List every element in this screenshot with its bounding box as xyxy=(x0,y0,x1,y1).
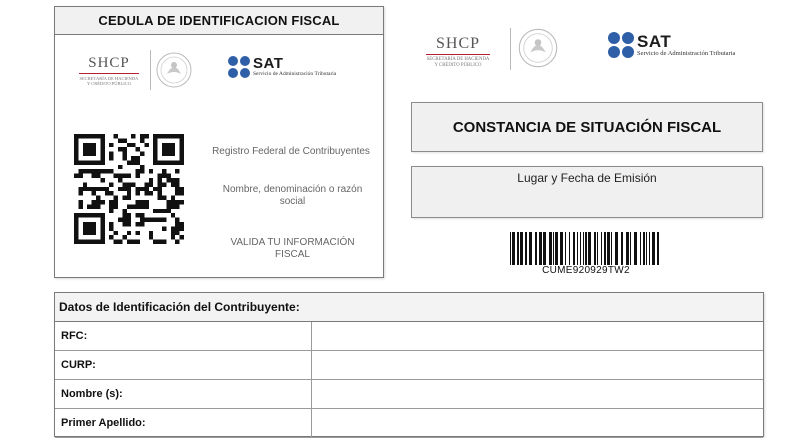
datos-title: Datos de Identificación del Contribuyente: xyxy=(55,293,763,322)
sat-dots-icon xyxy=(608,32,634,58)
qr-code xyxy=(74,134,184,244)
logo-separator-2 xyxy=(510,28,511,70)
sat-logo-card: SAT Servicio de Administración Tributaria xyxy=(228,56,336,78)
table-row xyxy=(55,322,763,351)
cedula-title: CEDULA DE IDENTIFICACION FISCAL xyxy=(55,7,383,35)
national-seal-icon xyxy=(154,50,194,90)
table-row xyxy=(55,380,763,409)
sat-dots-icon xyxy=(228,56,250,78)
shcp-logo-card: SHCP SECRETARÍA DE HACIENDA Y CRÉDITO PÚBLICO xyxy=(79,55,139,87)
row-value xyxy=(312,380,763,408)
sat-logo: SAT Servicio de Administración Tributaria xyxy=(608,32,735,58)
constancia-title: CONSTANCIA DE SITUACIÓN FISCAL xyxy=(411,102,763,152)
row-label: Primer Apellido: xyxy=(55,409,312,437)
row-value xyxy=(312,409,763,437)
row-label: RFC: xyxy=(55,322,312,350)
row-label: Nombre (s): xyxy=(55,380,312,408)
row-label: CURP: xyxy=(55,351,312,379)
lugar-fecha-label: Lugar y Fecha de Emisión xyxy=(517,171,657,185)
barcode-code: CUME920929TW2 xyxy=(542,265,630,276)
lugar-fecha-box xyxy=(411,166,763,218)
row-value xyxy=(312,322,763,350)
valida-link[interactable]: VALIDA TU INFORMACIÓN FISCAL xyxy=(230,237,355,260)
barcode xyxy=(510,232,662,265)
logo-separator xyxy=(150,50,151,90)
row-value xyxy=(312,351,763,379)
rfc-label: Registro Federal de Contribuyentes xyxy=(212,146,370,157)
nombre-label: Nombre, denominación o razón social xyxy=(222,184,363,207)
table-row xyxy=(55,351,763,380)
datos-contribuyente-table xyxy=(54,292,764,437)
national-seal-icon xyxy=(516,26,560,70)
shcp-logo: SHCP SECRETARÍA DE HACIENDA Y CRÉDITO PÚBLICO xyxy=(426,35,490,68)
table-row xyxy=(55,409,763,438)
